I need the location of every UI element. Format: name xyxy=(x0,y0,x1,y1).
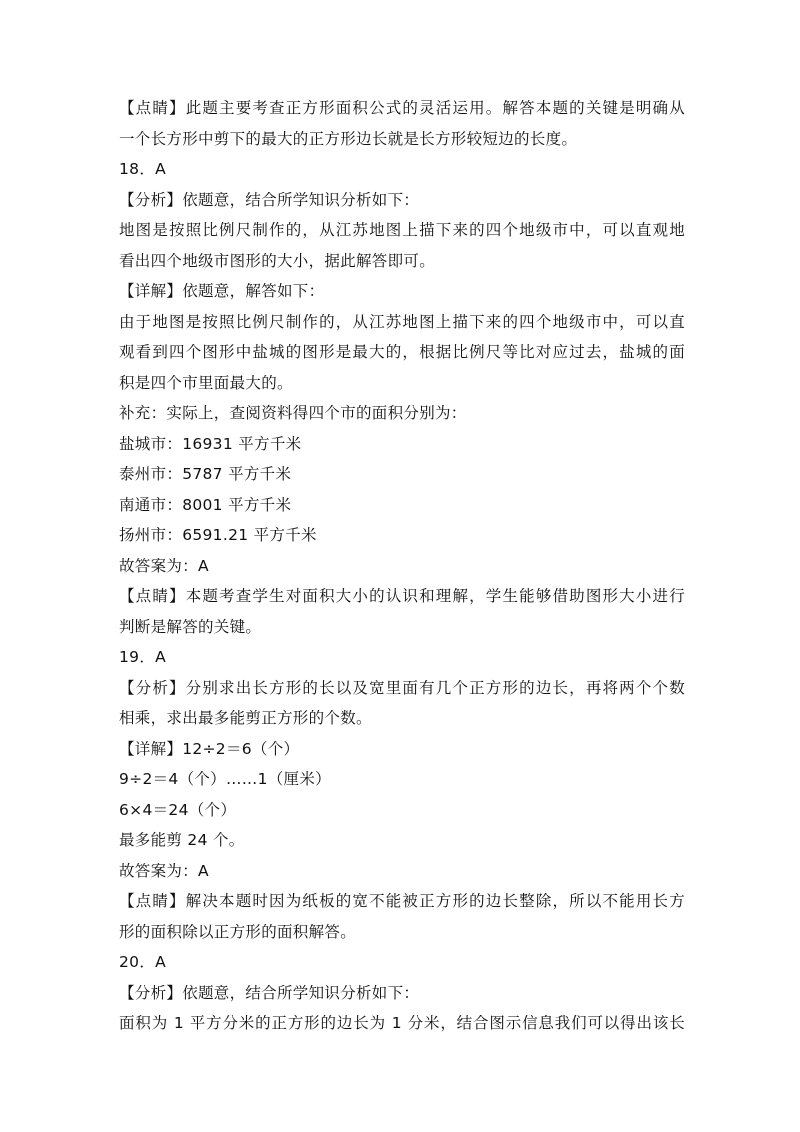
text-line: 故答案为：A xyxy=(119,861,209,880)
text-line: 面积为 1 平方分米的正方形的边长为 1 分米，结合图示信息我们可以得出该长 xyxy=(119,1014,685,1032)
text-line: 最多能剪 24 个。 xyxy=(119,831,245,849)
text-line: 【点睛】解决本题时因为纸板的宽不能被正方形的边长整除，所以不能用长方 xyxy=(119,892,685,910)
text-line: 观看到四个图形中盐城的图形是最大的，根据比例尺等比对应过去，盐城的面 xyxy=(119,343,685,361)
text-line: 泰州市：5787 平方千米 xyxy=(119,465,292,483)
text-line: 补充：实际上，查阅资料得四个市的面积分别为： xyxy=(119,404,467,422)
question-number: 20．A xyxy=(119,953,167,971)
text-line: 看出四个地级市图形的大小，据此解答即可。 xyxy=(119,251,436,270)
question-number: 19．A xyxy=(119,648,167,666)
text-line: 相乘，求出最多能剪正方形的个数。 xyxy=(119,709,372,727)
text-line: 形的面积除以正方形的面积解答。 xyxy=(119,922,357,941)
text-line: 【详解】依题意，解答如下： xyxy=(119,282,325,300)
text-line: 6×4＝24（个） xyxy=(119,800,237,819)
question-number: 18．A xyxy=(119,160,167,178)
text-line: 故答案为：A xyxy=(119,556,209,575)
text-line: 9÷2＝4（个）……1（厘米） xyxy=(119,770,331,788)
text-line: 【详解】12÷2＝6（个） xyxy=(119,739,300,758)
text-line: 地图是按照比例尺制作的，从江苏地图上描下来的四个地级市中，可以直观地 xyxy=(119,221,685,239)
text-line: 盐城市：16931 平方千米 xyxy=(119,434,302,453)
text-line: 【点睛】此题主要考查正方形面积公式的灵活运用。解答本题的关键是明确从 xyxy=(119,99,685,117)
text-line: 【点睛】本题考查学生对面积大小的认识和理解，学生能够借助图形大小进行 xyxy=(119,587,685,605)
text-line: 判断是解答的关键。 xyxy=(119,617,262,636)
text-line: 一个长方形中剪下的最大的正方形边长就是长方形较短边的长度。 xyxy=(119,129,578,148)
text-line: 【分析】依题意，结合所学知识分析如下： xyxy=(119,983,420,1002)
text-line: 积是四个市里面最大的。 xyxy=(119,373,293,392)
text-line: 由于地图是按照比例尺制作的，从江苏地图上描下来的四个地级市中，可以直 xyxy=(119,312,685,331)
text-line: 【分析】分别求出长方形的长以及宽里面有几个正方形的边长，再将两个个数 xyxy=(119,678,685,697)
text-line: 南通市：8001 平方千米 xyxy=(119,495,292,514)
text-line: 【分析】依题意，结合所学知识分析如下： xyxy=(119,190,420,209)
text-line: 扬州市：6591.21 平方千米 xyxy=(119,526,317,544)
document-page xyxy=(119,93,685,1039)
